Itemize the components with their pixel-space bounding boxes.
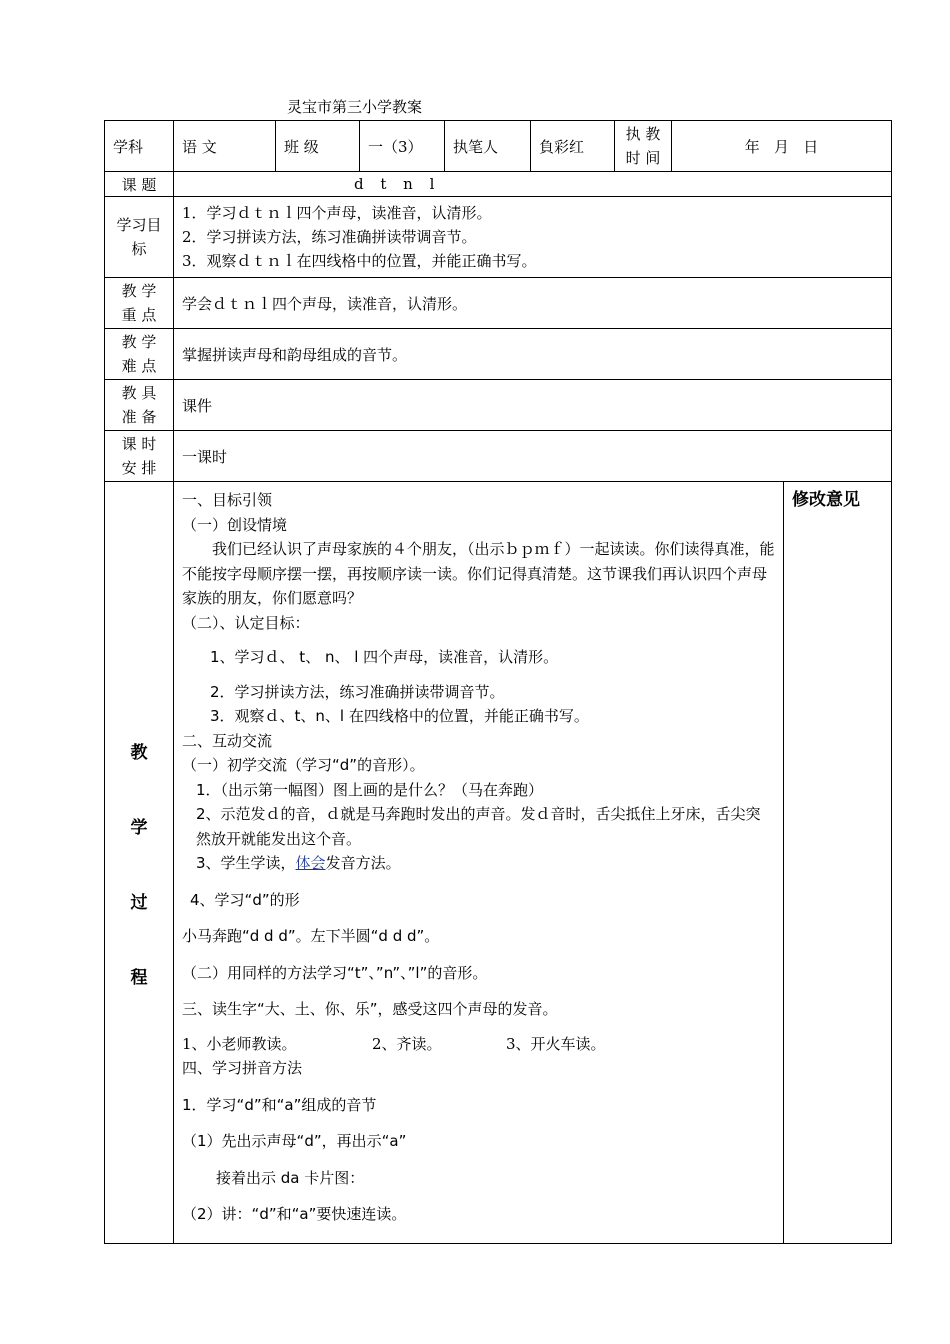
goal-item: 2．学习拼读方法，练习准确拼读带调音节。 (182, 228, 477, 246)
tools-label: 教 具 准 备 (105, 380, 174, 431)
author-value: 負彩红 (531, 121, 615, 172)
topic-value: d t n l (174, 172, 892, 197)
subsection-heading: （二）用同样的方法学习“t”、”n”、”l”的音形。 (182, 963, 488, 982)
schedule-value: 一课时 (174, 431, 892, 482)
goal-line: 2．学习拼读方法，练习准确拼读带调音节。 (210, 682, 505, 701)
step-line: 4、学习“d”的形 (190, 890, 300, 909)
topic-label: 课 题 (105, 172, 174, 197)
step-line: （1）先出示声母“d”，再出示“a” (182, 1132, 407, 1150)
step-line: 小马奔跑“d d d”。左下半圆“d d d”。 (182, 927, 440, 945)
difficulty-value: 掌握拼读声母和韵母组成的音节。 (174, 329, 892, 380)
topic-row (105, 172, 892, 197)
reading-methods (182, 1032, 775, 1057)
intro-paragraph: 我们已经认识了声母家族的４个朋友，（出示ｂｐｍｆ）一起读读。你们读得真准，能不能按字母顺序摆一摆，再按顺序读一读。你们记得真清楚。这节课我们再认识四个声母家族的朋友，你们愿意吗？ (182, 540, 775, 607)
reading-method: 3、开火车读。 (506, 1034, 606, 1053)
class-value: 一（3） (360, 121, 445, 172)
goal-item: 1．学习ｄｔｎｌ四个声母，读准音，认清形。 (182, 204, 492, 222)
author-label: 执笔人 (445, 121, 531, 172)
section-heading: 一、目标引领 (182, 491, 273, 509)
reading-method: 2、齐读。 (372, 1034, 442, 1053)
key-point-row (105, 278, 892, 329)
section-heading: 二、互动交流 (182, 731, 273, 750)
document-title: 灵宝市第三小学教案 (287, 98, 423, 116)
key-point-label: 教 学 重 点 (105, 278, 174, 329)
schedule-label: 课 时 安 排 (105, 431, 174, 482)
subject-label: 学科 (105, 121, 174, 172)
step-line: 接着出示 da 卡片图： (216, 1168, 365, 1187)
section-heading: 三、读生字“大、土、你、乐”，感受这四个声母的发音。 (182, 1000, 558, 1018)
step-line: 1．（出示第一幅图）图上画的是什么？（马在奔跑） (196, 780, 544, 799)
tihui-link[interactable]: 体会 (295, 854, 326, 872)
schedule-row (105, 431, 892, 482)
step-line: （2）讲：“d”和“a”要快速连读。 (182, 1205, 407, 1223)
goals-list (174, 197, 892, 278)
tools-value: 课件 (174, 380, 892, 431)
header-row (105, 121, 892, 172)
revision-comments-column: 修改意见 (784, 482, 892, 1244)
teaching-date: 年 月 日 (672, 121, 892, 172)
subject-value: 语 文 (174, 121, 276, 172)
goals-label: 学习目 标 (105, 197, 174, 278)
subsection-heading: （一）创设情境 (182, 515, 288, 534)
goals-row (105, 197, 892, 278)
tools-row (105, 380, 892, 431)
step-line: 2、示范发ｄ的音，ｄ就是马奔跑时发出的声音。发ｄ音时，舌尖抵住上牙床，舌尖突然放开就能发出这个音。 (196, 805, 761, 848)
process-content (174, 482, 784, 1244)
step-line: 1．学习“d”和“a”组成的音节 (182, 1095, 377, 1114)
step-line: 3、学生学读，体会发音方法。 (196, 854, 401, 872)
section-heading: 四、学习拼音方法 (182, 1059, 303, 1077)
process-side-label: 教 学 过 程 (105, 482, 174, 1244)
process-row (105, 482, 892, 1244)
key-point-value: 学会ｄｔｎｌ四个声母，读准音，认清形。 (174, 278, 892, 329)
class-label: 班 级 (276, 121, 360, 172)
goal-line: 1、学习ｄ、 t、 n、 l 四个声母，读准音，认清形。 (210, 648, 559, 666)
teaching-time-label: 执 教 时 间 (615, 121, 672, 172)
goal-item: 3．观察ｄｔｎｌ在四线格中的位置，并能正确书写。 (182, 252, 537, 270)
lesson-plan-table (104, 120, 892, 1244)
subsection-heading: （二）、认定目标： (182, 613, 310, 632)
difficulty-row (105, 329, 892, 380)
reading-method: 1、小老师教读。 (182, 1034, 297, 1053)
subsection-heading: （一）初学交流（学习“d”的音形）。 (182, 756, 425, 774)
goal-line: 3．观察ｄ、t、n、l 在四线格中的位置，并能正确书写。 (210, 707, 589, 725)
difficulty-label: 教 学 难 点 (105, 329, 174, 380)
